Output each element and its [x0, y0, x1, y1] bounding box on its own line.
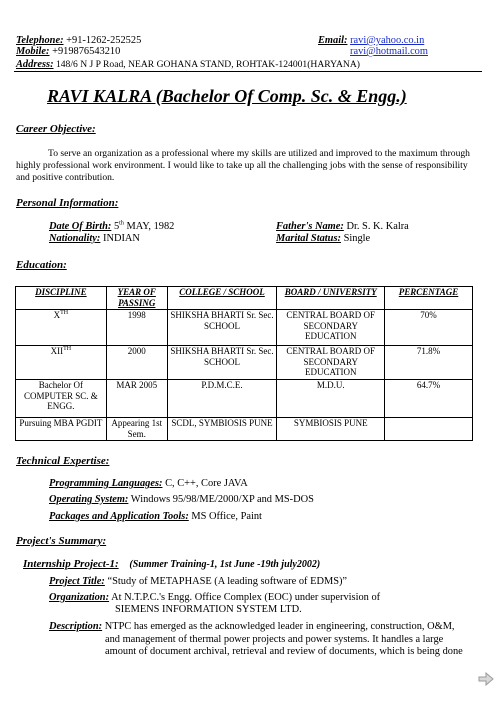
table-header-row	[16, 287, 473, 310]
marital-value: Single	[343, 233, 371, 244]
address-label: Address:	[16, 59, 54, 70]
cell-board: M.D.U.	[277, 380, 385, 418]
description-label: Description:	[49, 621, 103, 632]
personal-info-heading: Personal Information:	[16, 197, 119, 209]
mobile-line	[16, 46, 120, 57]
description-line-1: NTPC has emerged as the acknowledged leader in engineering, construction, O&M,	[104, 621, 455, 632]
header-board: BOARD / UNIVERSITY	[277, 287, 385, 310]
cell-percentage: 64.7%	[385, 380, 473, 418]
father-row	[276, 221, 409, 232]
email-line	[318, 35, 424, 46]
header-discipline: DISCIPLINE	[16, 287, 107, 310]
dob-day: 5	[113, 221, 120, 232]
career-objective-text: To serve an organization as a professional where my skills are utilized and improved to the maximum through highly professional work environment. I would like to take up all the challenging jobs with the sense of responsibility and positive contribution.	[16, 148, 470, 183]
organization-row	[49, 592, 380, 603]
organization-value-1: At N.T.P.C.'s Engg. Office Complex (EOC) under supervision of	[111, 592, 381, 603]
education-heading: Education:	[16, 259, 67, 271]
address-value: 148/6 N J P Road, NEAR GOHANA STAND, ROHTAK-124001(HARYANA)	[55, 59, 360, 70]
dob-rest: MAY, 1982	[126, 221, 175, 232]
cell-college: P.D.M.C.E.	[167, 380, 277, 418]
organization-label: Organization:	[49, 592, 110, 603]
dob-label: Date Of Birth:	[49, 221, 112, 232]
os-label: Operating System:	[49, 494, 129, 505]
table-row	[16, 346, 473, 380]
cell-year: 1998	[106, 310, 167, 346]
cell-year: 2000	[106, 346, 167, 380]
discipline-text: X	[53, 310, 61, 320]
dob-sup: th	[119, 220, 124, 227]
cell-discipline: Bachelor Of COMPUTER SC. & ENGG.	[16, 380, 107, 418]
discipline-sup: TH	[63, 346, 72, 352]
table-row	[16, 310, 473, 346]
mobile-label: Mobile:	[16, 46, 50, 57]
languages-value: C, C++, Core JAVA	[165, 478, 248, 489]
email-link-2[interactable]: ravi@hotmail.com	[350, 46, 428, 57]
nationality-row	[49, 233, 140, 244]
cell-discipline	[16, 310, 107, 346]
email-label: Email:	[318, 35, 348, 46]
cell-percentage	[385, 418, 473, 441]
education-table	[15, 286, 473, 441]
email-line-2	[350, 46, 428, 57]
cell-year: Appearing 1st Sem.	[106, 418, 167, 441]
page-title: RAVI KALRA (Bachelor Of Comp. Sc. & Engg.)	[47, 86, 407, 106]
packages-label: Packages and Application Tools:	[49, 511, 189, 522]
cell-college: SHIKSHA BHARTI Sr. Sec. SCHOOL	[167, 346, 277, 380]
telephone-value: +91-1262-252525	[66, 35, 142, 46]
header-divider	[14, 71, 482, 72]
marital-row	[276, 233, 370, 244]
cell-college: SCDL, SYMBIOSIS PUNE	[167, 418, 277, 441]
technical-heading: Technical Expertise:	[16, 455, 110, 467]
table-row	[16, 380, 473, 418]
discipline-text: XII	[50, 346, 64, 356]
header-year: YEAR OF PASSING	[106, 287, 167, 310]
description-line-3: amount of document archival, retrieval and review of documents, which is being done	[105, 646, 463, 657]
telephone-line	[16, 35, 141, 46]
languages-row	[49, 478, 248, 489]
nationality-value: INDIAN	[102, 233, 140, 244]
father-label: Father's Name:	[276, 221, 344, 232]
languages-label: Programming Languages:	[49, 478, 163, 489]
father-value: Dr. S. K. Kalra	[346, 221, 409, 232]
cell-discipline: Pursuing MBA PGDIT	[16, 418, 107, 441]
os-row	[49, 494, 314, 505]
marital-label: Marital Status:	[276, 233, 341, 244]
header-college: COLLEGE / SCHOOL	[167, 287, 277, 310]
cell-board: CENTRAL BOARD OF SECONDARY EDUCATION	[277, 310, 385, 346]
table-row	[16, 418, 473, 441]
mobile-value: +919876543210	[52, 46, 121, 57]
project-title-row	[49, 576, 347, 587]
email-link-1[interactable]: ravi@yahoo.co.in	[350, 35, 425, 46]
project-title-value: “Study of METAPHASE (A leading software of EDMS)”	[107, 576, 348, 587]
dob-row	[49, 221, 174, 232]
packages-row	[49, 511, 262, 522]
os-value: Windows 95/98/ME/2000/XP and MS-DOS	[130, 494, 314, 505]
description-line-2: and management of thermal power projects and power systems. It handles a large	[105, 634, 444, 645]
cell-year: MAR 2005	[106, 380, 167, 418]
organization-value-2: SIEMENS INFORMATION SYSTEM LTD.	[115, 604, 302, 615]
internship-row	[23, 558, 320, 570]
discipline-sup: TH	[60, 310, 69, 316]
projects-heading: Project's Summary:	[16, 535, 107, 547]
cell-board: CENTRAL BOARD OF SECONDARY EDUCATION	[277, 346, 385, 380]
project-title-label: Project Title:	[49, 576, 105, 587]
cell-percentage: 70%	[385, 310, 473, 346]
cell-percentage: 71.8%	[385, 346, 473, 380]
description-row	[49, 621, 455, 632]
nationality-label: Nationality:	[49, 233, 101, 244]
address-line	[16, 59, 360, 70]
telephone-label: Telephone:	[16, 35, 64, 46]
career-objective-heading: Career Objective:	[16, 123, 96, 135]
header-percentage: PERCENTAGE	[385, 287, 473, 310]
cell-discipline	[16, 346, 107, 380]
internship-label: Internship Project-1:	[23, 558, 119, 570]
cell-college: SHIKSHA BHARTI Sr. Sec. SCHOOL	[167, 310, 277, 346]
internship-detail: (Summer Training-1, 1st June -19th july2002)	[129, 559, 321, 570]
arrow-right-icon[interactable]	[478, 672, 494, 686]
packages-value: MS Office, Paint	[191, 511, 262, 522]
cell-board: SYMBIOSIS PUNE	[277, 418, 385, 441]
